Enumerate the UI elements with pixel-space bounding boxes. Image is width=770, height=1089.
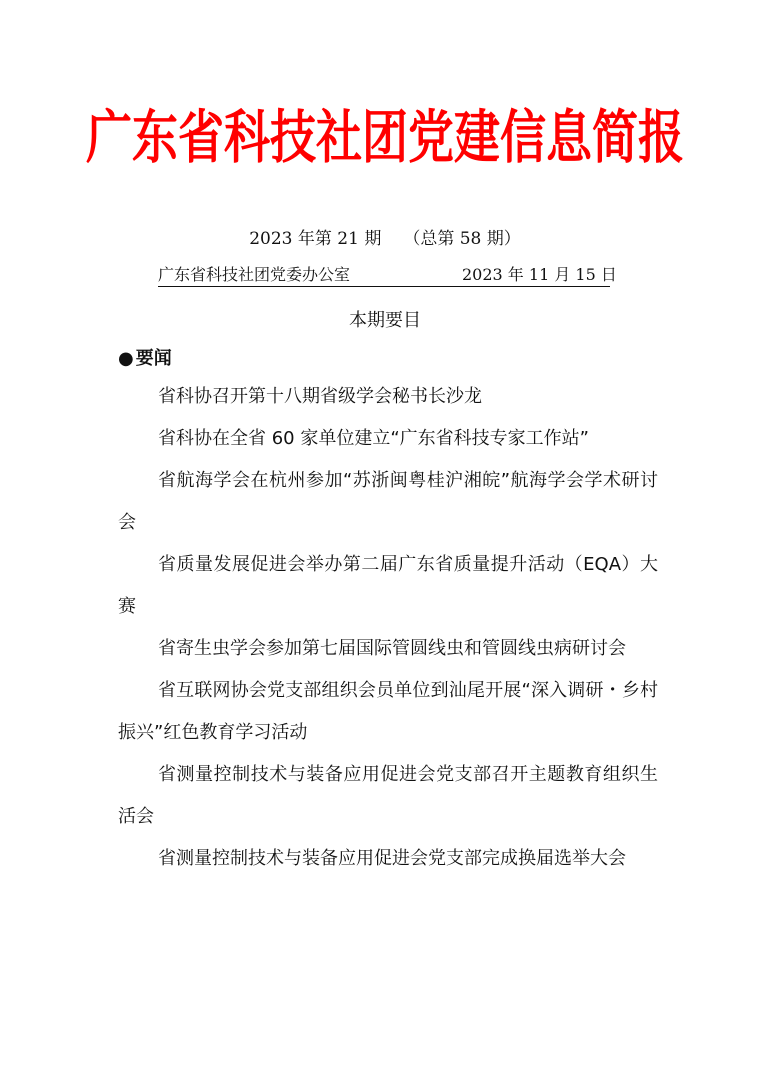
masthead-title: 广东省科技社团党建信息简报 [86,103,684,171]
issue-total: （总第 58 期） [403,229,521,249]
department-date-line [158,262,617,287]
headline-item: 省测量控制技术与装备应用促进会党支部召开主题教育组织生活会 [118,764,658,827]
bullet-icon: ● [118,348,134,369]
headline-item: 省互联网协会党支部组织会员单位到汕尾开展“深入调研・乡村振兴”红色教育学习活动 [118,680,658,743]
headline-item: 省寄生虫学会参加第七届国际管圆线虫和管圆线虫病研讨会 [158,638,626,659]
headline-item: 省科协召开第十八期省级学会秘书长沙龙 [158,386,482,407]
headline-item: 省测量控制技术与装备应用促进会党支部完成换届选举大会 [158,848,626,869]
headline-item: 省质量发展促进会举办第二届广东省质量提升活动（EQA）大赛 [118,554,658,617]
toc-title: 本期要目 [349,310,421,331]
headline-item: 省科协在全省 60 家单位建立“广东省科技专家工作站” [158,428,589,449]
issue-number: 2023 年第 21 期 [249,229,382,249]
section-label: 要闻 [135,348,172,369]
issue-date: 2023 年 11 月 15 日 [462,265,617,284]
headline-item: 省航海学会在杭州参加“苏浙闽粤桂沪湘皖”航海学会学术研讨会 [118,470,658,533]
headline-list [118,376,658,880]
department-name: 广东省科技社团党委办公室 [158,265,351,284]
section-heading [118,344,172,370]
issue-line [0,224,770,249]
